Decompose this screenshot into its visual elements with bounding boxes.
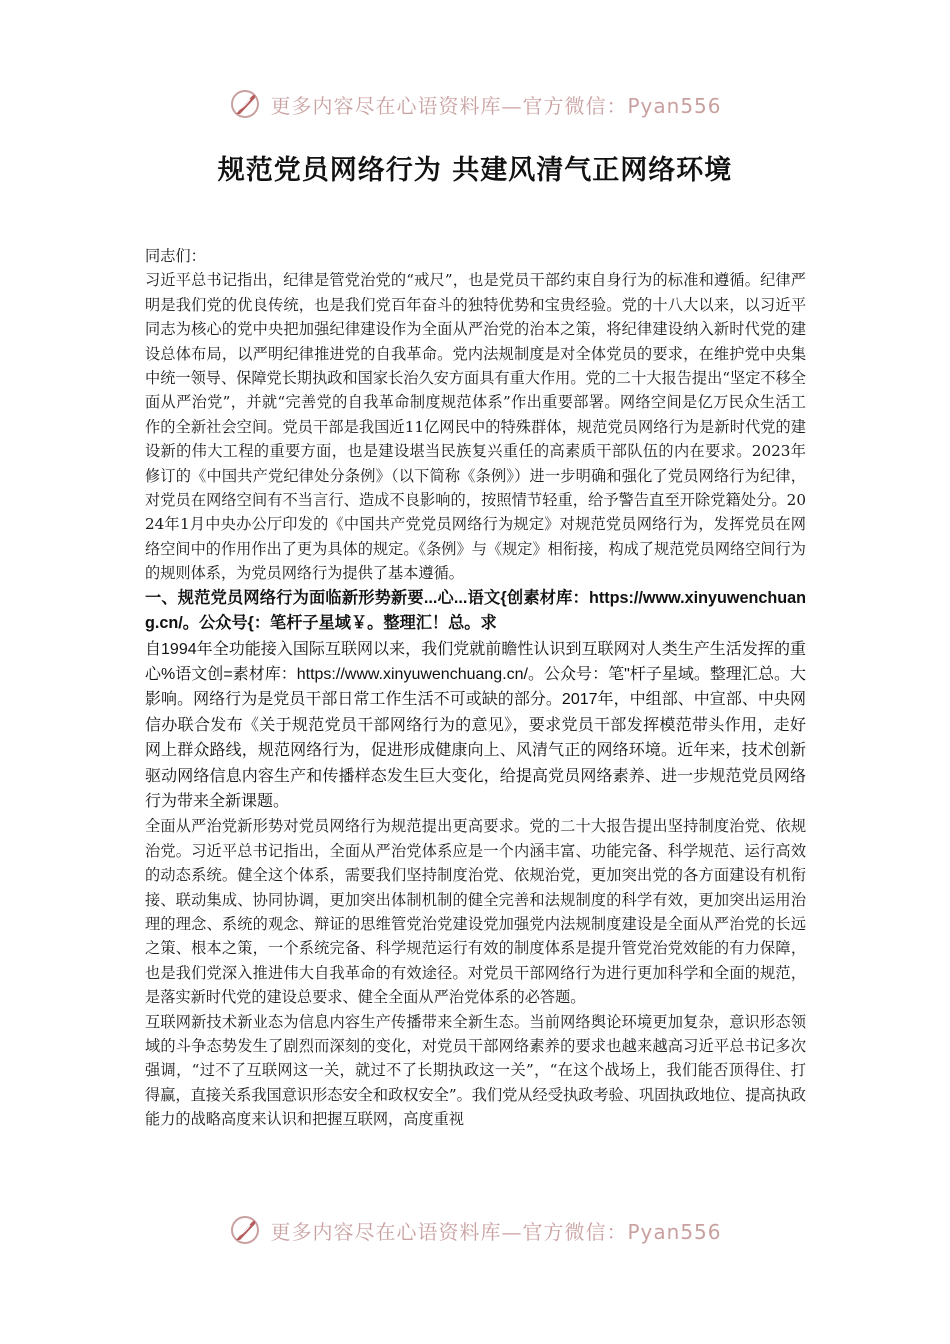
banner-wechat-id: Pyan556 [627, 1219, 722, 1244]
banner-text [270, 1216, 721, 1245]
paragraph: 习近平总书记指出，纪律是管党治党的“戒尺”，也是党员干部约束自身行为的标准和遵循。纪律严明是我们党的优良传统，也是我们党百年奋斗的独特优势和宝贵经验。党的十八大以来，以习近平同志为核心的党中央把加强纪律建设作为全面从严治党的治本之策，将纪律建设纳入新时代党的建设总体布局，以严明纪律推进党的自我革命。党内法规制度是对全体党员的要求，在维护党中央集中统一领导、保障党长期执政和国家长治久安方面具有重大作用。党的二十大报告提出“坚定不移全面从严治党”，并就“完善党的自我革命制度规范体系”作出重要部署。网络空间是亿万民众生活工作的全新社会空间。党员干部是我国近11亿网民中的特殊群体，规范党员网络行为是新时代党的建设新的伟大工程的重要方面，也是建设堪当民族复兴重任的高素质干部队伍的内在要求。2023年修订的《中国共产党纪律处分条例》（以下简称《条例》）进一步明确和强化了党员网络行为纪律，对党员在网络空间有不当言行、造成不良影响的，按照情节轻重，给予警告直至开除党籍处分。2024年1月中央办公厅印发的《中国共产党党员网络行为规定》对规范党员网络行为，发挥党员在网络空间中的作用作出了更为具体的规定。《条例》与《规定》相衔接，构成了规范党员网络空间行为的规则体系，为党员网络行为提供了基本遵循。 [145, 271, 806, 583]
document-body [145, 244, 806, 1132]
page-title: 规范党员网络行为 共建风清气正网络环境 [217, 155, 733, 186]
banner-main-text: 更多内容尽在心语资料库—官方微信： [270, 93, 628, 118]
paragraph: 自1994年全功能接入国际互联网以来，我们党就前瞻性认识到互联网对人类生产生活发挥的重心%语文创=素材库：https://www.xinyuwenchuang.cn/。公众号：笔"杆子星域。整理汇总。大影响。网络行为是党员干部日常工作生活不可或缺的部分。2017年，中组部、中宣部、中央网信办联合发布《关于规范党员干部网络行为的意见》，要求党员干部发挥模范带头作用，走好网上群众路线，规范网络行为，促进形成健康向上、风清气正的网络环境。近年来，技术创新驱动网络信息内容生产和传播样态发生巨大变化，给提高党员网络素养、进一步规范党员网络行为带来全新课题。 [145, 640, 806, 810]
header-banner [0, 84, 950, 124]
paragraph: 互联网新技术新业态为信息内容生产传播带来全新生态。当前网络舆论环境更加复杂，意识形态领域的斗争态势发生了剧烈而深刻的变化，对党员干部网络素养的要求也越来越高习近平总书记多次强调，“过不了互联网这一关，就过不了长期执政这一关”，“在这个战场上，我们能否顶得住、打得赢，直接关系我国意识形态安全和政权安全”。我们党从经受执政考验、巩固执政地位、提高执政能力的战略高度来认识和把握互联网，高度重视 [145, 1012, 806, 1129]
paragraph: 全面从严治党新形势对党员网络行为规范提出更高要求。党的二十大报告提出坚持制度治党、依规治党。习近平总书记指出，全面从严治党体系应是一个内涵丰富、功能完备、科学规范、运行高效的动态系统。健全这个体系，需要我们坚持制度治党、依规治党，更加突出党的各方面建设有机衔接、联动集成、协同协调，更加突出体制机制的健全完善和法规制度的科学有效，更加突出运用治理的理念、系统的观念、辩证的思维管党治党建设党加强党内法规制度建设是全面从严治党的长远之策、根本之策，一个系统完备、科学规范运行有效的制度体系是提升管党治党效能的有力保障，也是我们党深入推进伟大自我革命的有效途径。对党员干部网络行为进行更加科学和全面的规范，是落实新时代党的建设总要求、健全全面从严治党体系的必答题。 [145, 817, 806, 1007]
banner-main-text: 更多内容尽在心语资料库—官方微信： [270, 1219, 628, 1244]
section-heading: 一、规范党员网络行为面临新形势新要...心...语文{创素材库：https://www.xinyuwenchuang.cn/。公众号{：笔杆子星域￥。整理汇！总。求 [145, 588, 806, 633]
footer-banner [0, 1210, 950, 1250]
quill-logo-icon [228, 1213, 262, 1247]
salutation: 同志们： [145, 247, 206, 265]
quill-logo-icon [228, 87, 262, 121]
banner-text [270, 90, 721, 119]
banner-wechat-id: Pyan556 [627, 93, 722, 118]
